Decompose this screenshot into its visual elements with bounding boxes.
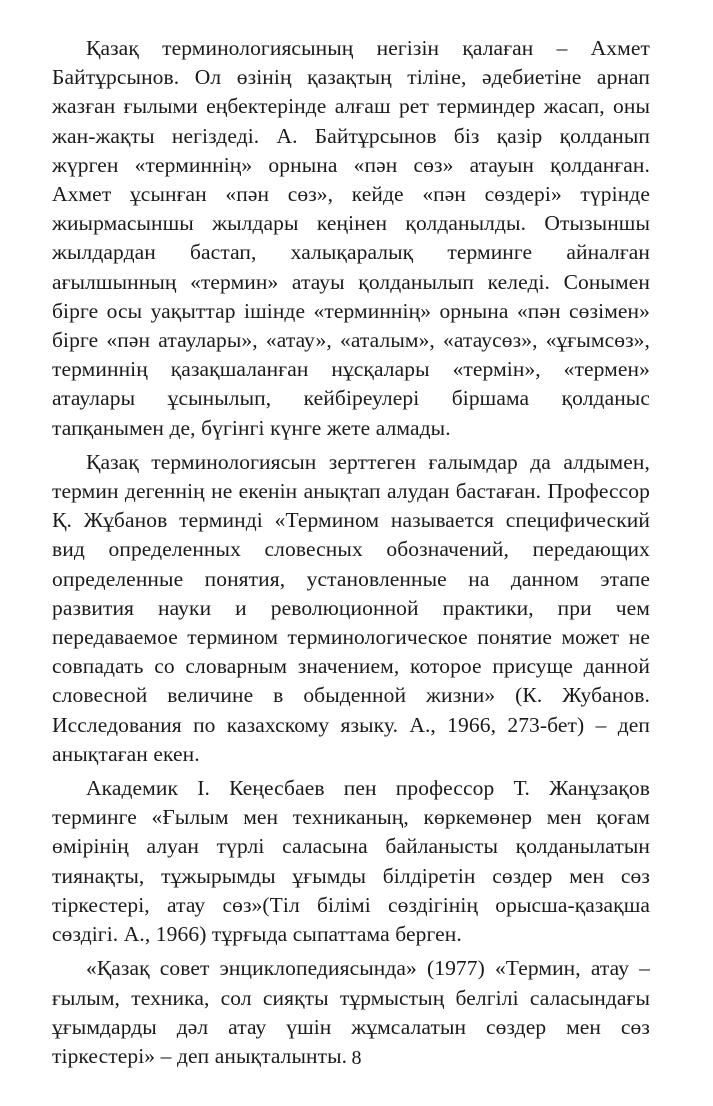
paragraph-2: Қазақ терминологиясын зерттеген ғалымдар да алдымен, термин дегеннің не екенін анықтап алудан бастаған. Профессор Қ. Жұбанов терминді «Термином называется специфический вид определенных словесных обозначений, передающих определенные понятия, установленные на данном этапе развития науки и революционной практики, при чем передаваемое термином терминологическое понятие может не совпадать со словарным значением, которое присуще данной словесной величине в обыденной жизни» (К. Жубанов. Исследования по казахскому языку. А., 1966, 273-бет) – деп анықтаған екен.	[52, 449, 650, 766]
paragraph-4: «Қазақ совет энциклопедиясында» (1977) «Термин, атау – ғылым, техника, сол сияқты тұрмыстың белгілі саласындағы ұғымдарды дәл атау үшін жұмсалатын сөздер мен сөз тіркестері» – деп анықталынты.	[52, 956, 650, 1068]
page-number: 8	[351, 1047, 362, 1069]
paragraph-1: Қазақ терминологиясының негізін қалаған – Ахмет Байтұрсынов. Ол өзінің қазақтың тіліне, әдебиетіне арнап жазған ғылыми еңбектерінде алғаш рет терминдер жасап, оны жан-жақты негіздеді. А. Байтұрсынов біз қазір қолданып жүрген «терминнің» орнына «пән сөз» атауын қолданған. Ахмет ұсынған «пән сөз», кейде «пән сөздері» түрінде жиырмасыншы жылдары кеңінен қолданылды. Отызыншы жылдардан бастап, халықаралық терминге айналған ағылшынның «термин» атауы қолданылып келеді. Сонымен бірге осы уақыттар ішінде «терминнің» орнына «пән сөзімен» бірге «пән атаулары», «атау», «аталым», «атаусөз», «ұғымсөз», терминнің қазақшаланған нұсқалары «термін», «термен» атаулары ұсынылып, кейбіреулері біршама қолданыс тапқанымен де, бүгінгі күнге жете алмады.	[52, 36, 650, 440]
text-body	[52, 34, 650, 1076]
paragraph-3: Академик І. Кеңесбаев пен профессор Т. Жанұзақов терминге «Ғылым мен техниканың, көркемөнер мен қоғам өмірінің алуан түрлі саласына байланысты қолданылатын тиянақты, тұжырымды ұғымды білдіретін сөздер мен сөз тіркестері, атау сөз»(Тіл білімі сөздігінің орысша-қазақша сөздігі. А., 1966) тұрғыда сыпаттама берген.	[52, 776, 650, 947]
